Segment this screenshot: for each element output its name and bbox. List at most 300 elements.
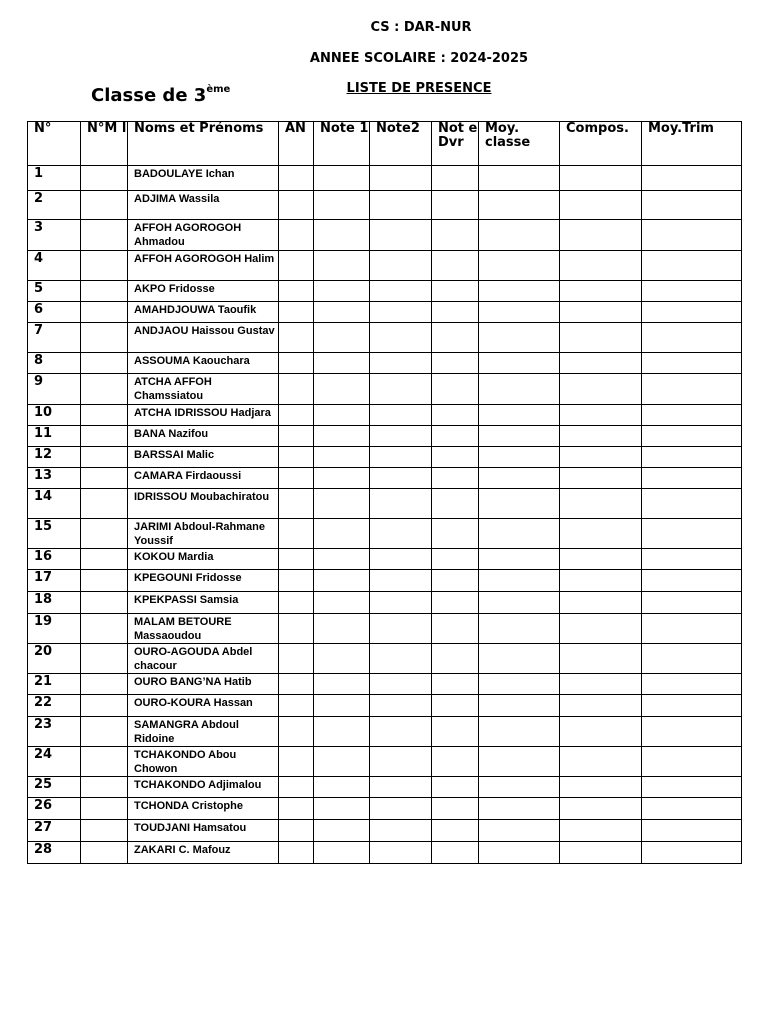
cell-an	[279, 570, 314, 592]
table-row	[28, 220, 742, 251]
cell-moy-classe	[479, 644, 560, 674]
cell-compos	[560, 820, 642, 842]
cell-moy-classe	[479, 798, 560, 820]
cell-moy-trim	[642, 323, 742, 353]
cell-compos	[560, 717, 642, 747]
row-number: 6	[28, 302, 81, 323]
cell-moy-classe	[479, 220, 560, 251]
cell-note-dvr	[432, 592, 479, 614]
table-row	[28, 695, 742, 717]
cell-compos	[560, 426, 642, 447]
cell-moy-trim	[642, 777, 742, 798]
cell-nml	[81, 570, 128, 592]
cell-moy-classe	[479, 717, 560, 747]
cell-moy-trim	[642, 353, 742, 374]
cell-moy-classe	[479, 842, 560, 864]
cell-note2	[370, 570, 432, 592]
row-number: 22	[28, 695, 81, 717]
student-name: AFFOH AGOROGOH Ahmadou	[128, 220, 279, 251]
col-header-moy-classe: Moy. classe	[479, 122, 560, 166]
col-header-name: Noms et Prénoms	[128, 122, 279, 166]
table-row	[28, 570, 742, 592]
cell-moy-classe	[479, 251, 560, 281]
cell-note-dvr	[432, 644, 479, 674]
cell-nml	[81, 644, 128, 674]
cell-note1	[314, 468, 370, 489]
cell-nml	[81, 220, 128, 251]
cell-nml	[81, 519, 128, 549]
cell-note-dvr	[432, 674, 479, 695]
cell-nml	[81, 777, 128, 798]
cell-note2	[370, 519, 432, 549]
cell-compos	[560, 614, 642, 644]
col-header-num: N°	[28, 122, 81, 166]
table-row	[28, 323, 742, 353]
cell-an	[279, 644, 314, 674]
cell-nml	[81, 592, 128, 614]
row-number: 23	[28, 717, 81, 747]
cell-moy-trim	[642, 695, 742, 717]
row-number: 24	[28, 747, 81, 777]
cell-an	[279, 695, 314, 717]
cell-note2	[370, 220, 432, 251]
cell-nml	[81, 489, 128, 519]
cell-moy-trim	[642, 747, 742, 777]
cell-note2	[370, 747, 432, 777]
row-number: 25	[28, 777, 81, 798]
cell-note2	[370, 323, 432, 353]
cell-note2	[370, 549, 432, 570]
cell-nml	[81, 447, 128, 468]
cell-nml	[81, 281, 128, 302]
cell-an	[279, 614, 314, 644]
cell-note1	[314, 820, 370, 842]
cell-note1	[314, 302, 370, 323]
cell-compos	[560, 302, 642, 323]
cell-moy-trim	[642, 549, 742, 570]
school-year: ANNEE SCOLAIRE : 2024-2025	[309, 51, 529, 66]
cell-an	[279, 674, 314, 695]
cell-an	[279, 842, 314, 864]
student-name: TCHAKONDO Abou Chowon	[128, 747, 279, 777]
row-number: 5	[28, 281, 81, 302]
student-name: TOUDJANI Hamsatou	[128, 820, 279, 842]
cell-moy-trim	[642, 842, 742, 864]
cell-an	[279, 251, 314, 281]
cell-moy-trim	[642, 281, 742, 302]
cell-note1	[314, 644, 370, 674]
cell-nml	[81, 302, 128, 323]
cell-moy-trim	[642, 489, 742, 519]
student-name: BADOULAYE Ichan	[128, 166, 279, 191]
cell-moy-classe	[479, 426, 560, 447]
row-number: 7	[28, 323, 81, 353]
cell-note1	[314, 798, 370, 820]
table-row	[28, 614, 742, 644]
table-row	[28, 251, 742, 281]
cell-note1	[314, 405, 370, 426]
cell-moy-classe	[479, 570, 560, 592]
cell-note1	[314, 549, 370, 570]
cell-an	[279, 405, 314, 426]
row-number: 16	[28, 549, 81, 570]
cell-note-dvr	[432, 166, 479, 191]
row-number: 27	[28, 820, 81, 842]
cell-note1	[314, 717, 370, 747]
cell-compos	[560, 281, 642, 302]
col-header-note2: Note2	[370, 122, 432, 166]
cell-note2	[370, 426, 432, 447]
row-number: 4	[28, 251, 81, 281]
cell-note1	[314, 570, 370, 592]
row-number: 18	[28, 592, 81, 614]
cell-note2	[370, 166, 432, 191]
row-number: 8	[28, 353, 81, 374]
cell-moy-trim	[642, 191, 742, 220]
cell-note2	[370, 644, 432, 674]
table-row	[28, 353, 742, 374]
table-row	[28, 717, 742, 747]
cell-note-dvr	[432, 777, 479, 798]
table-row	[28, 405, 742, 426]
cell-note-dvr	[432, 191, 479, 220]
cell-note2	[370, 842, 432, 864]
table-row	[28, 644, 742, 674]
cell-moy-trim	[642, 166, 742, 191]
cell-moy-classe	[479, 777, 560, 798]
cell-note2	[370, 191, 432, 220]
cell-compos	[560, 674, 642, 695]
cell-note1	[314, 519, 370, 549]
cell-nml	[81, 251, 128, 281]
cell-compos	[560, 353, 642, 374]
student-name: JARIMI Abdoul-Rahmane Youssif	[128, 519, 279, 549]
cell-moy-classe	[479, 468, 560, 489]
col-header-an: AN	[279, 122, 314, 166]
table-row	[28, 820, 742, 842]
cell-moy-classe	[479, 323, 560, 353]
cell-compos	[560, 220, 642, 251]
student-name: IDRISSOU Moubachiratou	[128, 489, 279, 519]
student-name: ASSOUMA Kaouchara	[128, 353, 279, 374]
cell-note-dvr	[432, 489, 479, 519]
cell-compos	[560, 489, 642, 519]
cell-an	[279, 820, 314, 842]
cell-compos	[560, 447, 642, 468]
student-name: AFFOH AGOROGOH Halim	[128, 251, 279, 281]
cell-compos	[560, 798, 642, 820]
cell-note-dvr	[432, 281, 479, 302]
row-number: 2	[28, 191, 81, 220]
cell-moy-trim	[642, 302, 742, 323]
cell-note-dvr	[432, 353, 479, 374]
cell-note1	[314, 323, 370, 353]
cell-an	[279, 747, 314, 777]
table-row	[28, 166, 742, 191]
class-label: Classe de 3	[91, 85, 207, 106]
cell-note-dvr	[432, 842, 479, 864]
cell-moy-classe	[479, 405, 560, 426]
row-number: 15	[28, 519, 81, 549]
cell-moy-trim	[642, 820, 742, 842]
cell-moy-classe	[479, 614, 560, 644]
cell-note-dvr	[432, 426, 479, 447]
cell-an	[279, 468, 314, 489]
col-header-nml: N°M l	[81, 122, 128, 166]
cell-moy-classe	[479, 695, 560, 717]
cell-nml	[81, 353, 128, 374]
cell-note1	[314, 374, 370, 405]
cell-note2	[370, 695, 432, 717]
student-name: AKPO Fridosse	[128, 281, 279, 302]
cell-nml	[81, 614, 128, 644]
cell-compos	[560, 747, 642, 777]
table-row	[28, 777, 742, 798]
cell-an	[279, 489, 314, 519]
cell-nml	[81, 842, 128, 864]
cell-moy-classe	[479, 592, 560, 614]
cell-note1	[314, 695, 370, 717]
student-name: ATCHA AFFOH Chamssiatou	[128, 374, 279, 405]
cell-note1	[314, 353, 370, 374]
cell-nml	[81, 798, 128, 820]
student-name: ADJIMA Wassila	[128, 191, 279, 220]
table-row	[28, 747, 742, 777]
cell-compos	[560, 191, 642, 220]
cell-moy-classe	[479, 166, 560, 191]
cell-moy-trim	[642, 798, 742, 820]
cell-an	[279, 447, 314, 468]
cell-note-dvr	[432, 519, 479, 549]
cell-note-dvr	[432, 447, 479, 468]
cell-compos	[560, 592, 642, 614]
cell-note1	[314, 489, 370, 519]
cell-moy-classe	[479, 489, 560, 519]
cell-note2	[370, 674, 432, 695]
table-row	[28, 519, 742, 549]
student-name: KPEGOUNI Fridosse	[128, 570, 279, 592]
cell-note2	[370, 447, 432, 468]
cell-note-dvr	[432, 374, 479, 405]
cell-note-dvr	[432, 302, 479, 323]
cell-note-dvr	[432, 251, 479, 281]
cell-nml	[81, 695, 128, 717]
cell-moy-classe	[479, 519, 560, 549]
cell-moy-trim	[642, 717, 742, 747]
cell-moy-trim	[642, 405, 742, 426]
row-number: 11	[28, 426, 81, 447]
cell-note-dvr	[432, 717, 479, 747]
row-number: 17	[28, 570, 81, 592]
cell-note2	[370, 820, 432, 842]
cell-note-dvr	[432, 820, 479, 842]
cell-moy-trim	[642, 614, 742, 644]
student-name: KOKOU Mardia	[128, 549, 279, 570]
cell-nml	[81, 166, 128, 191]
cell-compos	[560, 166, 642, 191]
table-row	[28, 468, 742, 489]
table-row	[28, 281, 742, 302]
cell-an	[279, 353, 314, 374]
cell-moy-trim	[642, 468, 742, 489]
cell-compos	[560, 842, 642, 864]
cell-note-dvr	[432, 614, 479, 644]
cell-note-dvr	[432, 220, 479, 251]
cell-moy-classe	[479, 820, 560, 842]
cell-compos	[560, 777, 642, 798]
cell-note1	[314, 614, 370, 644]
student-name: BANA Nazifou	[128, 426, 279, 447]
cell-compos	[560, 644, 642, 674]
student-name: OURO-KOURA Hassan	[128, 695, 279, 717]
cell-moy-trim	[642, 374, 742, 405]
row-number: 9	[28, 374, 81, 405]
student-name: MALAM BETOURE Massaoudou	[128, 614, 279, 644]
cell-note1	[314, 842, 370, 864]
cell-note2	[370, 592, 432, 614]
table-row	[28, 549, 742, 570]
cell-an	[279, 717, 314, 747]
cell-nml	[81, 549, 128, 570]
cell-note2	[370, 798, 432, 820]
cell-nml	[81, 374, 128, 405]
student-name: ATCHA IDRISSOU Hadjara	[128, 405, 279, 426]
cell-an	[279, 323, 314, 353]
cell-note-dvr	[432, 747, 479, 777]
cell-note2	[370, 374, 432, 405]
cell-moy-classe	[479, 374, 560, 405]
cell-moy-classe	[479, 281, 560, 302]
cell-an	[279, 281, 314, 302]
cell-note1	[314, 191, 370, 220]
cell-note1	[314, 674, 370, 695]
student-name: SAMANGRA Abdoul Ridoine	[128, 717, 279, 747]
cell-an	[279, 426, 314, 447]
cell-moy-classe	[479, 302, 560, 323]
cell-note2	[370, 281, 432, 302]
cell-compos	[560, 374, 642, 405]
class-superscript: ème	[206, 84, 231, 95]
cell-nml	[81, 468, 128, 489]
student-name: AMAHDJOUWA Taoufik	[128, 302, 279, 323]
cell-note2	[370, 353, 432, 374]
cell-note1	[314, 220, 370, 251]
cell-note1	[314, 592, 370, 614]
cell-compos	[560, 405, 642, 426]
cell-note1	[314, 447, 370, 468]
cell-moy-trim	[642, 592, 742, 614]
cell-moy-trim	[642, 674, 742, 695]
row-number: 21	[28, 674, 81, 695]
attendance-table	[27, 121, 742, 864]
cell-moy-trim	[642, 251, 742, 281]
student-name: BARSSAI Malic	[128, 447, 279, 468]
row-number: 12	[28, 447, 81, 468]
col-header-note-dvr: Not e Dvr	[432, 122, 479, 166]
cell-note2	[370, 468, 432, 489]
cell-compos	[560, 251, 642, 281]
cell-note-dvr	[432, 695, 479, 717]
cell-moy-classe	[479, 747, 560, 777]
student-name: OURO BANG’NA Hatib	[128, 674, 279, 695]
cell-note2	[370, 405, 432, 426]
cell-nml	[81, 674, 128, 695]
table-row	[28, 447, 742, 468]
cell-an	[279, 798, 314, 820]
student-name: ANDJAOU Haissou Gustav	[128, 323, 279, 353]
table-row	[28, 302, 742, 323]
cell-moy-trim	[642, 447, 742, 468]
cell-compos	[560, 468, 642, 489]
row-number: 1	[28, 166, 81, 191]
student-name: CAMARA Firdaoussi	[128, 468, 279, 489]
cell-note-dvr	[432, 798, 479, 820]
student-name: TCHAKONDO Adjimalou	[128, 777, 279, 798]
cell-an	[279, 519, 314, 549]
cell-an	[279, 374, 314, 405]
cell-compos	[560, 695, 642, 717]
student-name: TCHONDA Cristophe	[128, 798, 279, 820]
cell-note-dvr	[432, 468, 479, 489]
col-header-compos: Compos.	[560, 122, 642, 166]
cell-note2	[370, 489, 432, 519]
cell-moy-trim	[642, 570, 742, 592]
table-row	[28, 842, 742, 864]
row-number: 3	[28, 220, 81, 251]
cell-nml	[81, 405, 128, 426]
cell-an	[279, 166, 314, 191]
cell-compos	[560, 549, 642, 570]
cell-moy-trim	[642, 220, 742, 251]
cell-moy-classe	[479, 191, 560, 220]
cell-note1	[314, 426, 370, 447]
table-header-row	[28, 122, 742, 166]
cell-nml	[81, 820, 128, 842]
table-row	[28, 592, 742, 614]
col-header-note1: Note 1	[314, 122, 370, 166]
cell-note-dvr	[432, 323, 479, 353]
cell-moy-classe	[479, 549, 560, 570]
cell-note-dvr	[432, 570, 479, 592]
cell-moy-classe	[479, 447, 560, 468]
cell-note2	[370, 251, 432, 281]
cell-an	[279, 302, 314, 323]
cell-nml	[81, 747, 128, 777]
cell-note-dvr	[432, 549, 479, 570]
student-name: ZAKARI C. Mafouz	[128, 842, 279, 864]
cell-moy-classe	[479, 353, 560, 374]
cell-moy-trim	[642, 519, 742, 549]
cell-compos	[560, 519, 642, 549]
cell-moy-classe	[479, 674, 560, 695]
cell-note2	[370, 777, 432, 798]
cell-note2	[370, 302, 432, 323]
cell-nml	[81, 323, 128, 353]
row-number: 14	[28, 489, 81, 519]
cell-nml	[81, 426, 128, 447]
cell-an	[279, 549, 314, 570]
school-name: CS : DAR-NUR	[370, 20, 472, 35]
col-header-moy-trim: Moy.Trim	[642, 122, 742, 166]
row-number: 13	[28, 468, 81, 489]
row-number: 20	[28, 644, 81, 674]
cell-an	[279, 592, 314, 614]
cell-nml	[81, 717, 128, 747]
cell-moy-trim	[642, 644, 742, 674]
cell-moy-trim	[642, 426, 742, 447]
cell-note-dvr	[432, 405, 479, 426]
row-number: 10	[28, 405, 81, 426]
